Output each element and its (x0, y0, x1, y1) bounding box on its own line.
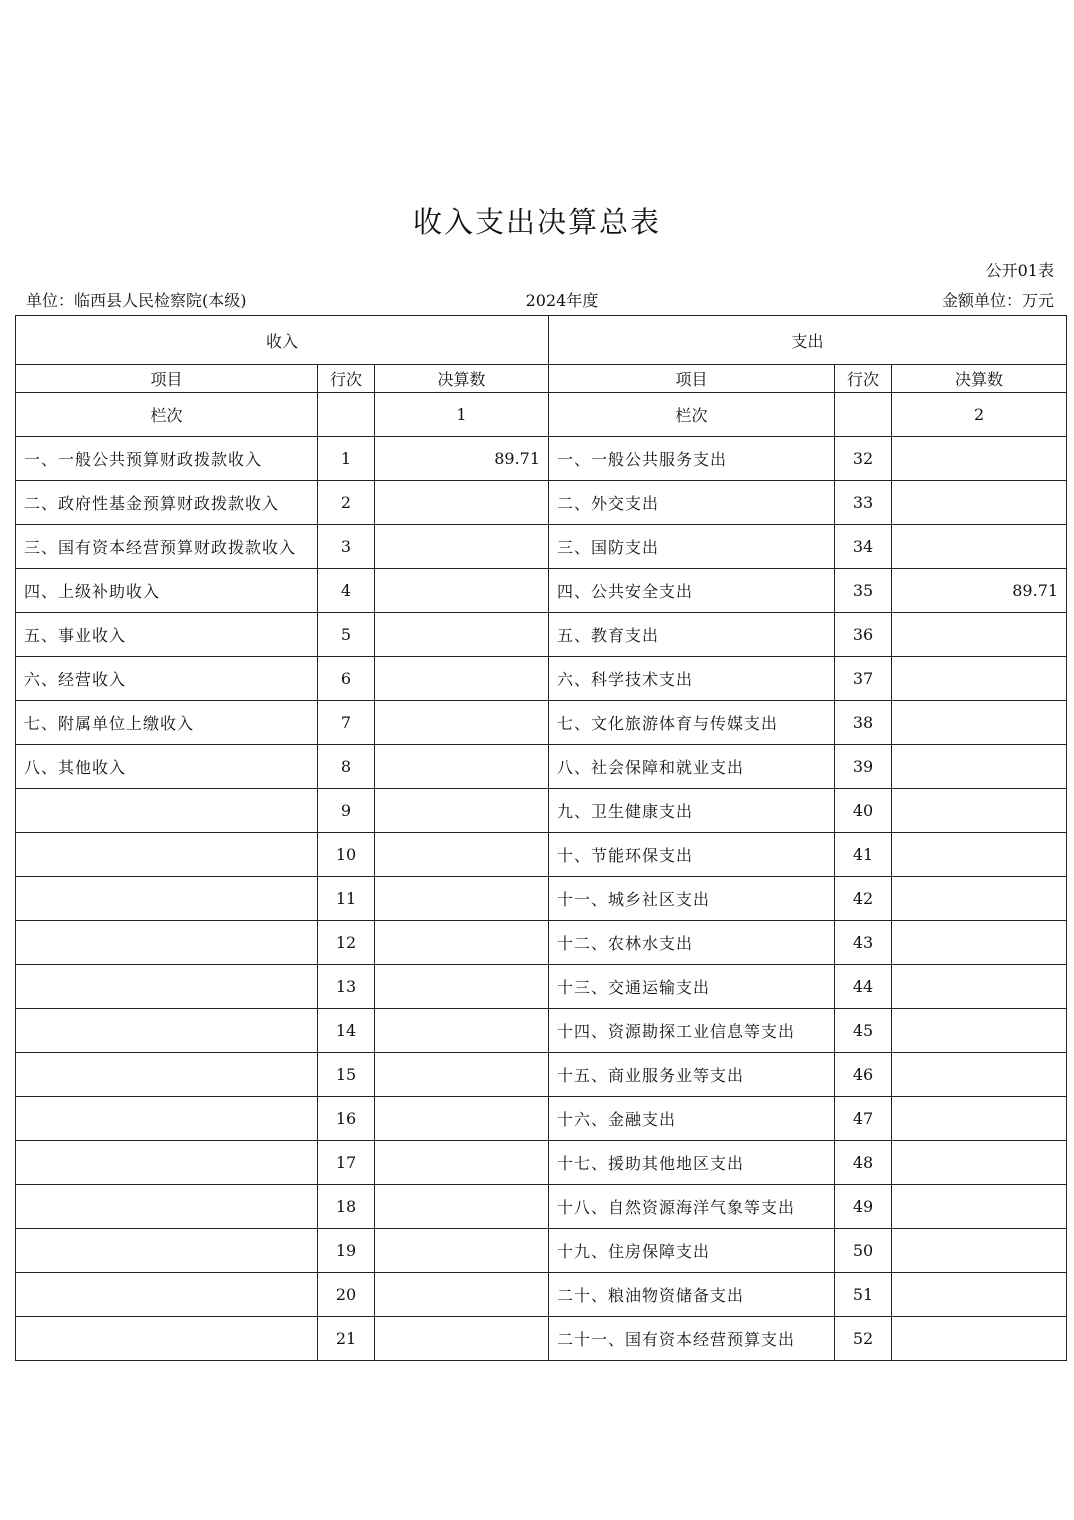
expense-item-name: 十七、援助其他地区支出 (549, 1141, 835, 1185)
expense-amount-header: 决算数 (892, 365, 1067, 393)
expense-item-name: 十五、商业服务业等支出 (549, 1053, 835, 1097)
income-amount (375, 701, 549, 745)
income-row-number: 4 (318, 569, 375, 613)
expense-item-name: 十二、农林水支出 (549, 921, 835, 965)
expense-row-number: 44 (835, 965, 892, 1009)
income-amount (375, 789, 549, 833)
income-item-name: 三、国有资本经营预算财政拨款收入 (16, 525, 318, 569)
table-row (16, 1185, 1067, 1229)
income-item-name (16, 789, 318, 833)
expense-item-name: 四、公共安全支出 (549, 569, 835, 613)
expense-row-header: 行次 (835, 365, 892, 393)
table-row (16, 569, 1067, 613)
expense-item-name: 十一、城乡社区支出 (549, 877, 835, 921)
unit-label: 单位：临西县人民检察院(本级) (26, 291, 247, 310)
income-row-number: 7 (318, 701, 375, 745)
income-item-header: 项目 (16, 365, 318, 393)
income-amount (375, 525, 549, 569)
expense-item-name: 十、节能环保支出 (549, 833, 835, 877)
expense-amount (892, 701, 1067, 745)
income-row-number: 12 (318, 921, 375, 965)
income-item-name (16, 1097, 318, 1141)
expense-row-number: 51 (835, 1273, 892, 1317)
expense-amount (892, 789, 1067, 833)
expense-row-number: 39 (835, 745, 892, 789)
income-item-name (16, 965, 318, 1009)
expense-item-header: 项目 (549, 365, 835, 393)
expense-amount (892, 1141, 1067, 1185)
expense-item-name: 八、社会保障和就业支出 (549, 745, 835, 789)
table-row (16, 657, 1067, 701)
income-amount (375, 745, 549, 789)
income-row-number: 3 (318, 525, 375, 569)
expense-amount (892, 965, 1067, 1009)
expense-item-name: 十九、住房保障支出 (549, 1229, 835, 1273)
income-item-name (16, 1317, 318, 1361)
income-item-name: 四、上级补助收入 (16, 569, 318, 613)
expense-col-number: 2 (892, 393, 1067, 437)
income-amount (375, 1229, 549, 1273)
income-col-number: 1 (375, 393, 549, 437)
expense-item-name: 六、科学技术支出 (549, 657, 835, 701)
expense-header: 支出 (549, 316, 1067, 365)
table-row (16, 921, 1067, 965)
income-row-number: 11 (318, 877, 375, 921)
income-row-number: 2 (318, 481, 375, 525)
income-amount (375, 965, 549, 1009)
income-row-number: 19 (318, 1229, 375, 1273)
income-amount (375, 921, 549, 965)
income-item-name: 七、附属单位上缴收入 (16, 701, 318, 745)
expense-amount (892, 745, 1067, 789)
table-row (16, 1273, 1067, 1317)
income-row-number: 13 (318, 965, 375, 1009)
income-amount (375, 1185, 549, 1229)
income-row-number: 9 (318, 789, 375, 833)
expense-amount (892, 833, 1067, 877)
expense-amount (892, 1009, 1067, 1053)
form-code: 公开01表 (985, 261, 1054, 280)
table-row (16, 613, 1067, 657)
expense-amount (892, 877, 1067, 921)
income-amount (375, 1273, 549, 1317)
expense-amount (892, 1097, 1067, 1141)
income-amount-header: 决算数 (375, 365, 549, 393)
expense-item-name: 二十、粮油物资储备支出 (549, 1273, 835, 1317)
expense-amount (892, 1053, 1067, 1097)
expense-row-number: 41 (835, 833, 892, 877)
table-row (16, 701, 1067, 745)
income-expense-table (15, 315, 1067, 1361)
expense-item-name: 十四、资源勘探工业信息等支出 (549, 1009, 835, 1053)
expense-amount (892, 1229, 1067, 1273)
expense-col-blank (835, 393, 892, 437)
income-row-number: 17 (318, 1141, 375, 1185)
money-unit-label: 金额单位：万元 (941, 291, 1054, 310)
income-row-header: 行次 (318, 365, 375, 393)
income-row-number: 8 (318, 745, 375, 789)
income-row-number: 18 (318, 1185, 375, 1229)
year-label: 2024年度 (525, 291, 599, 310)
income-row-number: 6 (318, 657, 375, 701)
table-row (16, 1141, 1067, 1185)
expense-item-name: 十六、金融支出 (549, 1097, 835, 1141)
table-row (16, 1097, 1067, 1141)
table-row (16, 833, 1067, 877)
income-row-number: 16 (318, 1097, 375, 1141)
income-item-name: 八、其他收入 (16, 745, 318, 789)
expense-row-number: 48 (835, 1141, 892, 1185)
income-amount (375, 1053, 549, 1097)
expense-row-number: 52 (835, 1317, 892, 1361)
income-item-name (16, 1185, 318, 1229)
table-row (16, 877, 1067, 921)
expense-amount (892, 613, 1067, 657)
income-row-number: 15 (318, 1053, 375, 1097)
income-item-name (16, 1141, 318, 1185)
expense-amount (892, 1317, 1067, 1361)
income-amount (375, 877, 549, 921)
income-item-name (16, 833, 318, 877)
expense-row-number: 33 (835, 481, 892, 525)
expense-row-number: 37 (835, 657, 892, 701)
expense-row-number: 46 (835, 1053, 892, 1097)
expense-item-name: 二、外交支出 (549, 481, 835, 525)
expense-row-number: 47 (835, 1097, 892, 1141)
expense-item-name: 七、文化旅游体育与传媒支出 (549, 701, 835, 745)
table-row (16, 1053, 1067, 1097)
expense-row-number: 45 (835, 1009, 892, 1053)
income-amount (375, 1317, 549, 1361)
expense-row-number: 50 (835, 1229, 892, 1273)
income-item-name (16, 1053, 318, 1097)
expense-item-name: 九、卫生健康支出 (549, 789, 835, 833)
table-row (16, 1317, 1067, 1361)
table-row (16, 789, 1067, 833)
expense-item-name: 三、国防支出 (549, 525, 835, 569)
expense-amount (892, 525, 1067, 569)
page-title: 收入支出决算总表 (412, 205, 661, 239)
income-row-number: 14 (318, 1009, 375, 1053)
column-header-row (16, 365, 1067, 393)
column-number-row (16, 393, 1067, 437)
table-row (16, 525, 1067, 569)
expense-item-name: 十八、自然资源海洋气象等支出 (549, 1185, 835, 1229)
income-row-number: 1 (318, 437, 375, 481)
expense-amount (892, 1273, 1067, 1317)
expense-amount (892, 657, 1067, 701)
expense-col-label: 栏次 (549, 393, 835, 437)
table-row (16, 1009, 1067, 1053)
expense-amount (892, 1185, 1067, 1229)
income-amount (375, 657, 549, 701)
expense-amount: 89.71 (892, 569, 1067, 613)
income-amount (375, 481, 549, 525)
income-row-number: 10 (318, 833, 375, 877)
income-amount (375, 613, 549, 657)
income-col-label: 栏次 (16, 393, 318, 437)
expense-item-name: 二十一、国有资本经营预算支出 (549, 1317, 835, 1361)
income-amount: 89.71 (375, 437, 549, 481)
table-row (16, 1229, 1067, 1273)
expense-amount (892, 481, 1067, 525)
expense-item-name: 五、教育支出 (549, 613, 835, 657)
income-item-name (16, 1009, 318, 1053)
income-item-name (16, 1273, 318, 1317)
income-amount (375, 1141, 549, 1185)
income-amount (375, 1097, 549, 1141)
expense-row-number: 40 (835, 789, 892, 833)
expense-row-number: 43 (835, 921, 892, 965)
income-item-name: 五、事业收入 (16, 613, 318, 657)
expense-row-number: 38 (835, 701, 892, 745)
income-amount (375, 833, 549, 877)
income-col-blank (318, 393, 375, 437)
table-row (16, 437, 1067, 481)
income-amount (375, 1009, 549, 1053)
table-row (16, 481, 1067, 525)
expense-row-number: 32 (835, 437, 892, 481)
expense-row-number: 35 (835, 569, 892, 613)
expense-amount (892, 437, 1067, 481)
income-item-name (16, 921, 318, 965)
income-row-number: 5 (318, 613, 375, 657)
income-item-name (16, 1229, 318, 1273)
income-amount (375, 569, 549, 613)
income-item-name: 一、一般公共预算财政拨款收入 (16, 437, 318, 481)
income-row-number: 21 (318, 1317, 375, 1361)
group-header-row (16, 316, 1067, 365)
income-item-name (16, 877, 318, 921)
expense-item-name: 一、一般公共服务支出 (549, 437, 835, 481)
expense-row-number: 42 (835, 877, 892, 921)
income-row-number: 20 (318, 1273, 375, 1317)
expense-amount (892, 921, 1067, 965)
income-item-name: 二、政府性基金预算财政拨款收入 (16, 481, 318, 525)
expense-row-number: 36 (835, 613, 892, 657)
expense-row-number: 34 (835, 525, 892, 569)
table-row (16, 745, 1067, 789)
expense-row-number: 49 (835, 1185, 892, 1229)
table-row (16, 965, 1067, 1009)
income-header: 收入 (16, 316, 549, 365)
expense-item-name: 十三、交通运输支出 (549, 965, 835, 1009)
income-item-name: 六、经营收入 (16, 657, 318, 701)
